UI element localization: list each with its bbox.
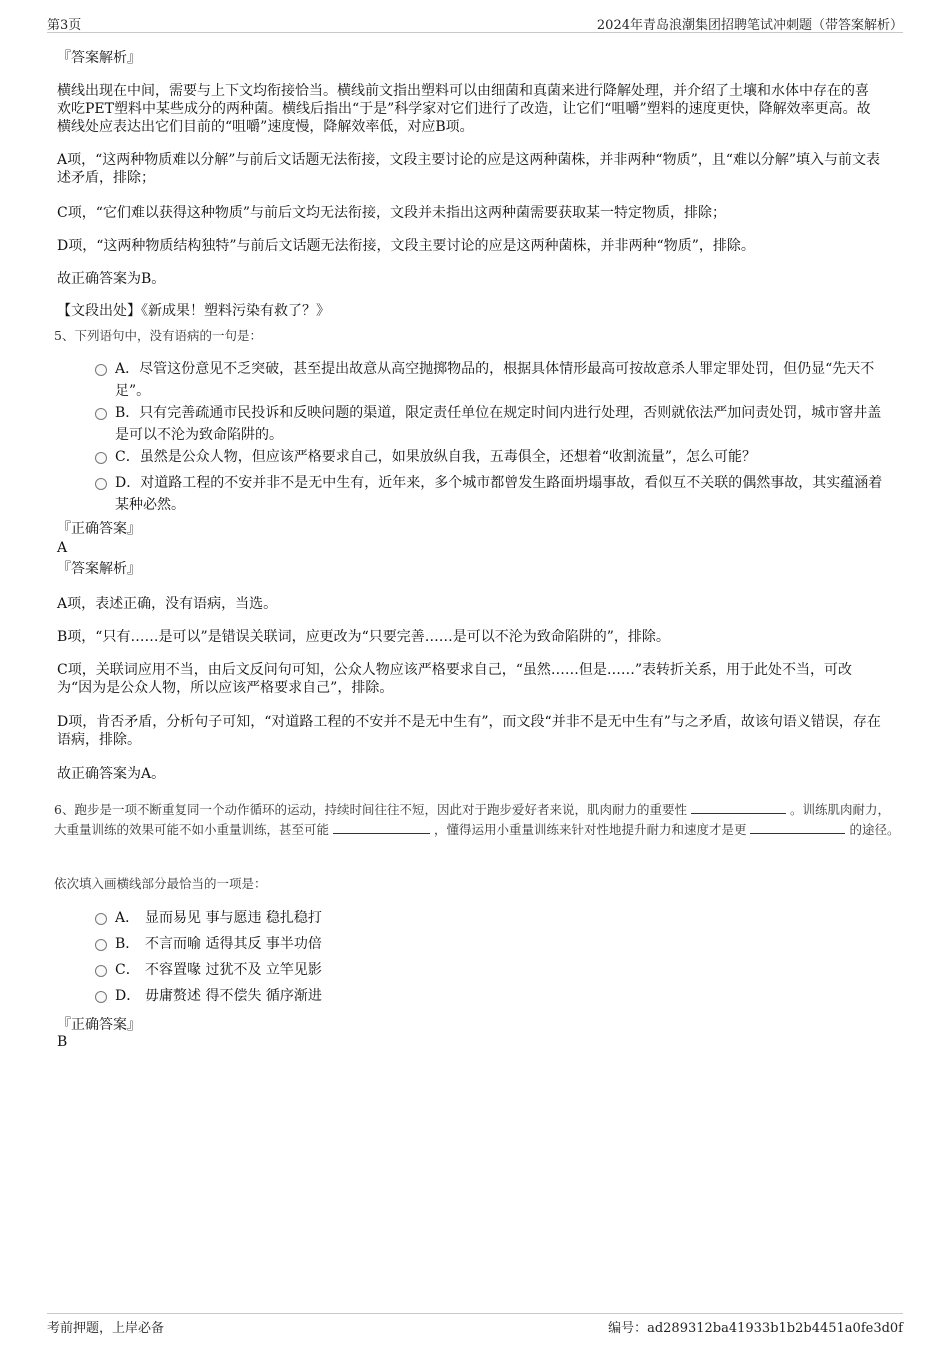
q6-answer: B <box>57 1034 68 1050</box>
q4-analysis-paragraph-1: 横线出现在中间，需要与上下文均衔接恰当。横线前文指出塑料可以由细菌和真菌来进行降解处理，并介绍了土壤和水体中存在的喜欢吃PET塑料中某些成分的两种菌。横线后指出“于是”科学家对它们进行了改造，让它们“咀嚼”塑料的速度更快，降解效率更高。故横线处应表达出它们目前的“咀嚼”速度慢，降解效率低，对应B项。 <box>57 83 871 135</box>
document-code: 编号：ad289312ba41933b1b2b4451a0fe3d0f <box>608 1321 903 1336</box>
q6-blank-3 <box>750 821 845 834</box>
page-number: 第3页 <box>47 18 82 33</box>
page-header <box>47 14 903 33</box>
radio-icon[interactable] <box>95 408 107 420</box>
q6-option-b-letter: B． <box>115 936 140 952</box>
radio-icon[interactable] <box>95 939 107 951</box>
q5-analysis-b: B项，“只有……是可以”是错误关联词，应更改为“只要完善……是可以不沦为致命陷阱的”，排除。 <box>57 629 670 645</box>
q5-analysis-c: C项，关联词应用不当，由后文反问句可知，公众人物应该严格要求自己，“虽然……但是……”表转折关系，用于此处不当，可改为“因为是公众人物，所以应该严格要求自己”，排除。 <box>57 662 853 696</box>
q5-analysis-d: D项，肯否矛盾，分析句子可知，“对道路工程的不安并不是无中生有”，而文段“并非不是无中生有”与之矛盾，故该句语义错误，存在语病，排除。 <box>57 714 881 748</box>
q6-stem-part-2: 。训练肌肉耐力，大重量训练的效果可能不如小重量训练，甚至可能 <box>54 802 890 837</box>
q4-final-answer: 故正确答案为B。 <box>57 271 166 287</box>
page-footer <box>47 1313 903 1336</box>
q6-option-b-text: 不言而喻 适得其反 事半功倍 <box>145 936 322 952</box>
q6-option-d-letter: D． <box>115 988 141 1004</box>
q6-stem-part-1: 6、跑步是一项不断重复同一个动作循环的运动，持续时间往往不短，因此对于跑步爱好者来说，肌肉耐力的重要性 <box>54 802 687 817</box>
q5-option-b[interactable] <box>95 402 892 446</box>
q5-option-b-text: B．只有完善疏通市民投诉和反映问题的渠道，限定责任单位在规定时间内进行处理，否则就依法严加问责处罚，城市窨井盖是可以不沦为致命陷阱的。 <box>115 405 882 443</box>
q6-stem <box>54 800 902 840</box>
q4-source: 【文段出处】《新成果！塑料污染有救了？》 <box>57 303 330 319</box>
q5-option-a[interactable] <box>95 358 892 402</box>
radio-icon[interactable] <box>95 452 107 464</box>
q6-blank-2 <box>333 821 430 834</box>
q4-analysis-label: 『答案解析』 <box>57 50 141 66</box>
q5-option-d[interactable] <box>95 472 892 516</box>
q5-option-c[interactable] <box>95 446 892 468</box>
q6-answer-label: 『正确答案』 <box>57 1017 141 1033</box>
q6-stem-part-3: ，懂得运用小重量训练来针对性地提升耐力和速度才是更 <box>433 822 747 837</box>
radio-icon[interactable] <box>95 991 107 1003</box>
radio-icon[interactable] <box>95 364 107 376</box>
q4-analysis-option-d: D项，“这两种物质结构独特”与前后文话题无法衔接，文段主要讨论的应是这两种菌株，并非两种“物质”，排除。 <box>57 238 755 254</box>
q6-option-c-text: 不容置喙 过犹不及 立竿见影 <box>145 962 322 978</box>
q5-answer-label: 『正确答案』 <box>57 521 141 537</box>
q5-option-c-text: C．虽然是公众人物，但应该严格要求自己，如果放纵自我，五毒俱全，还想着“收割流量”，怎么可能？ <box>115 449 757 465</box>
radio-icon[interactable] <box>95 478 107 490</box>
q5-stem: 5、下列语句中，没有语病的一句是： <box>54 328 262 343</box>
radio-icon[interactable] <box>95 965 107 977</box>
q6-option-a-letter: A． <box>115 910 140 926</box>
q4-analysis-option-a: A项，“这两种物质难以分解”与前后文话题无法衔接，文段主要讨论的应是这两种菌株，并非两种“物质”，且“难以分解”填入与前文表述矛盾，排除； <box>57 152 881 186</box>
q5-analysis-a: A项，表述正确，没有语病，当选。 <box>57 596 278 612</box>
q6-blank-1 <box>691 801 786 814</box>
q5-option-d-text: D．对道路工程的不安并非不是无中生有，近年来，多个城市都曾发生路面坍塌事故，看似互不关联的偶然事故，其实蕴涵着某种必然。 <box>115 475 883 513</box>
q5-option-a-text: A．尽管这份意见不乏突破，甚至提出故意从高空抛掷物品的，根据具体情形最高可按故意杀人罪定罪处罚，但仍显“先天不足”。 <box>115 361 875 399</box>
q5-analysis-label: 『答案解析』 <box>57 561 141 577</box>
q5-answer: A <box>57 540 68 556</box>
q4-analysis-option-c: C项，“它们难以获得这种物质”与前后文均无法衔接，文段并未指出这两种菌需要获取某一特定物质，排除； <box>57 205 727 221</box>
footer-slogan: 考前押题，上岸必备 <box>47 1321 165 1336</box>
q6-stem-part-4: 的途径。 <box>849 822 900 837</box>
q6-option-c-letter: C． <box>115 962 140 978</box>
document-title: 2024年青岛浪潮集团招聘笔试冲刺题（带答案解析） <box>596 18 903 33</box>
q6-option-a-text: 显而易见 事与愿违 稳扎稳打 <box>145 910 322 926</box>
q6-prompt: 依次填入画横线部分最恰当的一项是： <box>54 876 267 891</box>
radio-icon[interactable] <box>95 913 107 925</box>
q5-final-answer: 故正确答案为A。 <box>57 766 166 782</box>
q6-option-d-text: 毋庸赘述 得不偿失 循序渐进 <box>145 988 322 1004</box>
